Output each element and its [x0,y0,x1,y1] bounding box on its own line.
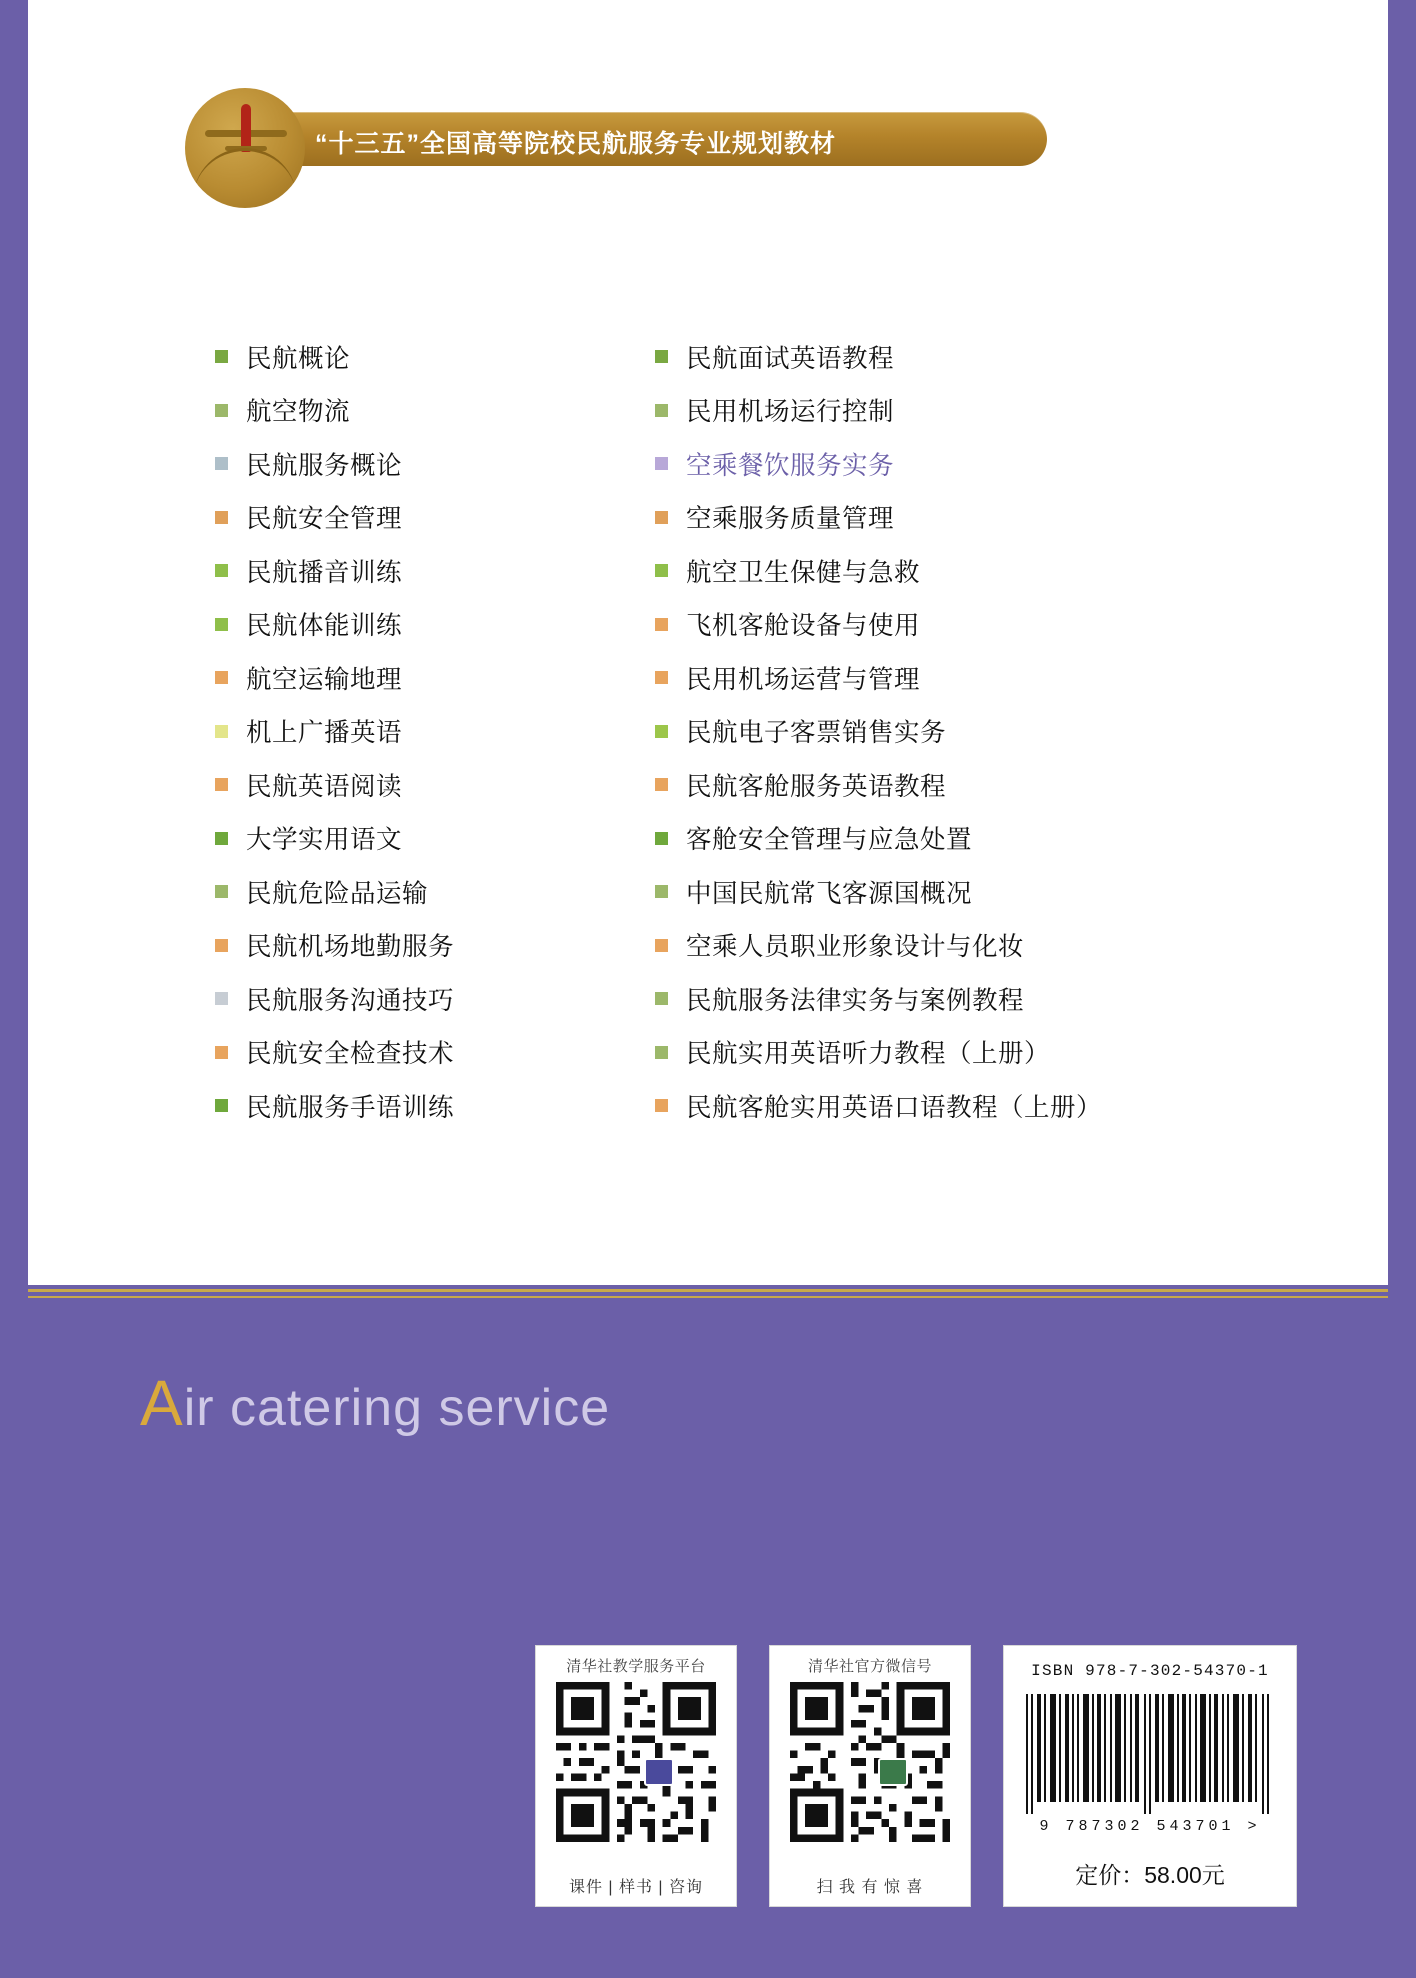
bullet-icon [215,778,228,791]
bullet-icon [215,564,228,577]
list-item[interactable] [655,651,1215,705]
qr-center-logo-icon [878,1758,908,1786]
book-title: 航空卫生保健与急救 [686,558,921,587]
bullet-icon [655,404,668,417]
banner-title: “十三五”全国高等院校民航服务专业规划教材 [315,130,837,158]
list-item[interactable] [215,705,635,759]
book-title: 空乘餐饮服务实务 [686,451,895,480]
list-item[interactable] [655,758,1215,812]
book-title: 客舱安全管理与应急处置 [686,826,973,855]
price-label: 定价：58.00元 [1075,1862,1225,1888]
qr-code-icon [790,1682,950,1842]
book-title: 民航概论 [246,344,351,373]
divider [28,1289,1388,1292]
qr-caption: 清华社官方微信号 [807,1658,932,1675]
list-item[interactable] [655,812,1215,866]
list-item[interactable] [215,651,635,705]
list-item[interactable] [655,1079,1215,1133]
bullet-icon [655,885,668,898]
list-item[interactable] [655,544,1215,598]
qr-center-logo-icon [644,1758,674,1786]
book-title: 民航机场地勤服务 [246,933,455,962]
bullet-icon [655,725,668,738]
barcode-icon [1024,1694,1276,1814]
bullet-icon [215,511,228,524]
book-title: 民航英语阅读 [246,772,403,801]
qr-footer-label: 课件 | 样书 | 咨询 [568,1879,704,1896]
bullet-icon [215,832,228,845]
book-title: 民航服务法律实务与案例教程 [686,986,1025,1015]
book-title: 大学实用语文 [246,826,403,855]
bullet-icon [655,832,668,845]
list-item[interactable] [215,1079,635,1133]
book-title: 民航服务手语训练 [246,1093,455,1122]
book-title: 民航服务概论 [246,451,403,480]
series-title-rest: ir catering service [183,1379,611,1437]
book-title: 空乘人员职业形象设计与化妆 [686,933,1025,962]
bullet-icon [655,618,668,631]
divider-secondary [28,1296,1388,1298]
book-list-left-column [215,330,635,1133]
bullet-icon [215,1099,228,1112]
book-title: 中国民航常飞客源国概况 [686,879,973,908]
list-item[interactable] [215,544,635,598]
book-title: 民航体能训练 [246,612,403,641]
airplane-emblem-icon [185,88,305,208]
list-item[interactable] [215,1026,635,1080]
bullet-icon [655,1099,668,1112]
list-item[interactable] [655,972,1215,1026]
bullet-icon [215,618,228,631]
bullet-icon [655,939,668,952]
book-title: 民航客舱实用英语口语教程（上册） [686,1093,1103,1122]
list-item[interactable] [215,437,635,491]
series-banner [185,98,1055,170]
list-item-current-book[interactable] [655,437,1215,491]
book-title: 民用机场运营与管理 [686,665,921,694]
bullet-icon [655,992,668,1005]
isbn-barcode-card [1003,1645,1297,1907]
bullet-icon [215,671,228,684]
bullet-icon [655,671,668,684]
book-title: 民航客舱服务英语教程 [686,772,947,801]
book-title: 民航安全管理 [246,505,403,534]
bullet-icon [215,885,228,898]
list-item[interactable] [215,972,635,1026]
bullet-icon [655,511,668,524]
list-item[interactable] [655,491,1215,545]
list-item[interactable] [655,865,1215,919]
book-title: 机上广播英语 [246,719,403,748]
bullet-icon [655,778,668,791]
qr-card-wechat[interactable] [769,1645,971,1907]
list-item[interactable] [655,598,1215,652]
list-item[interactable] [655,1026,1215,1080]
list-item[interactable] [655,330,1215,384]
isbn-label: ISBN 978-7-302-54370-1 [1031,1662,1269,1680]
bullet-icon [655,1046,668,1059]
book-title: 民航面试英语教程 [686,344,895,373]
list-item[interactable] [215,330,635,384]
bullet-icon [655,350,668,363]
footer-codes-row [535,1645,1295,1905]
series-english-title [140,1367,611,1439]
qr-card-teaching-platform[interactable] [535,1645,737,1907]
list-item[interactable] [655,384,1215,438]
book-title: 民用机场运行控制 [686,398,895,427]
list-item[interactable] [215,812,635,866]
book-title: 航空物流 [246,398,351,427]
qr-code-icon [556,1682,716,1842]
bullet-icon [655,564,668,577]
bullet-icon [215,404,228,417]
book-list-right-column [655,330,1215,1133]
list-item[interactable] [215,865,635,919]
barcode-digits: 9 787302 543701 > [1039,1818,1261,1835]
bullet-icon [215,992,228,1005]
list-item[interactable] [655,705,1215,759]
list-item[interactable] [655,919,1215,973]
book-title: 民航电子客票销售实务 [686,719,947,748]
book-title: 民航服务沟通技巧 [246,986,455,1015]
list-item[interactable] [215,598,635,652]
list-item[interactable] [215,491,635,545]
book-title: 民航实用英语听力教程（上册） [686,1040,1051,1069]
book-title: 航空运输地理 [246,665,403,694]
book-title: 民航危险品运输 [246,879,429,908]
bullet-icon [215,939,228,952]
bullet-icon [215,1046,228,1059]
bullet-icon [215,725,228,738]
series-title-initial: A [140,1367,184,1439]
list-item[interactable] [215,919,635,973]
book-title: 飞机客舱设备与使用 [686,612,921,641]
book-title: 空乘服务质量管理 [686,505,895,534]
bullet-icon [215,350,228,363]
bullet-icon [655,457,668,470]
book-title: 民航安全检查技术 [246,1040,455,1069]
list-item[interactable] [215,384,635,438]
list-item[interactable] [215,758,635,812]
book-title: 民航播音训练 [246,558,403,587]
bullet-icon [215,457,228,470]
qr-footer-label: 扫 我 有 惊 喜 [816,1879,924,1896]
qr-caption: 清华社教学服务平台 [566,1658,706,1675]
